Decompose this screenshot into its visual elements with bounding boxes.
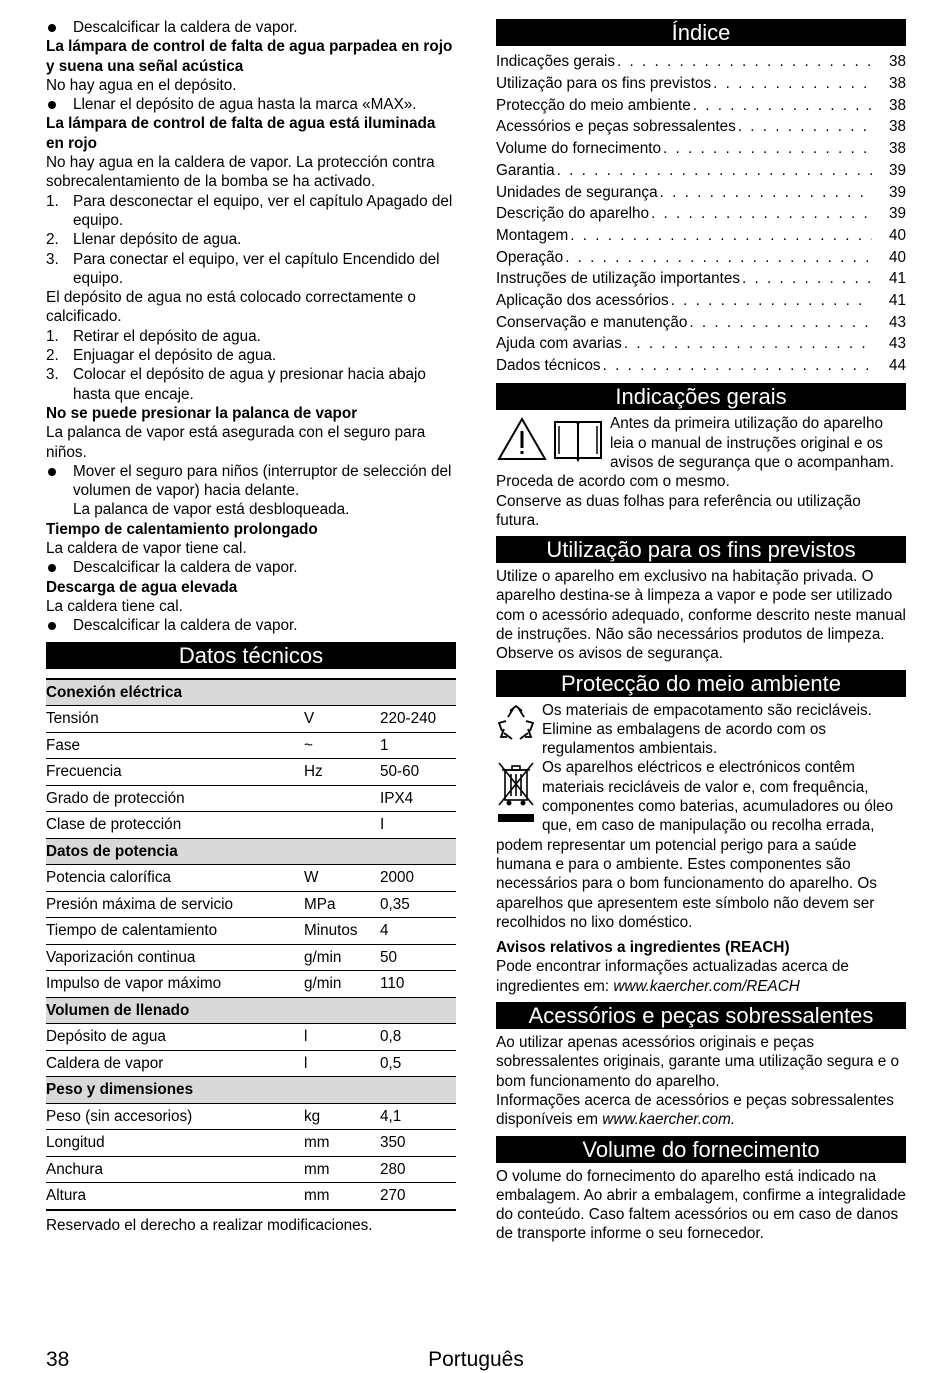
step-number: 1. [46,327,59,345]
subheading: Descarga de agua elevada [46,578,238,596]
step-item [46,192,456,231]
manual-book-icon [552,416,604,462]
toc-page-number: 39 [888,183,906,201]
toc-title: Acessórios e peças sobressalentes [496,118,736,136]
toc-page-number: 38 [888,96,906,114]
toc-entry[interactable] [496,137,906,159]
toc-entry[interactable] [496,180,906,202]
table-row [46,918,456,945]
spec-value: 350 [380,1130,456,1157]
toc-entry[interactable] [496,289,906,311]
toc-leader-dots [603,356,872,375]
spec-label: Impulso de vapor máximo [46,971,304,998]
spec-unit: l [304,1050,380,1077]
numbered-steps [46,327,456,404]
table-row [46,865,456,892]
section-heading-proteccao: Protecção do meio ambiente [496,670,906,697]
numbered-steps [46,192,456,288]
spec-unit: V [304,706,380,733]
paragraph: La caldera tiene cal. [46,597,183,615]
spec-label: Fase [46,732,304,759]
bullet-item: Descalcificar la caldera de vapor. [46,18,456,37]
paragraph: No hay agua en la caldera de vapor. La protección contra sobrecalentamiento de la bomba se ha activado. [46,154,435,191]
spec-unit [304,812,380,839]
toc-entry[interactable] [496,224,906,246]
spec-value: 50 [380,944,456,971]
bullet-item: Mover el seguro para niños (interruptor de selección del volumen de vapor) hacia delante. [46,462,456,501]
table-section-row [46,679,456,706]
page-number: 38 [46,1348,70,1371]
spec-label: Peso (sin accesorios) [46,1103,304,1130]
toc-page-number: 39 [888,161,906,179]
spec-unit: l [304,1024,380,1051]
table-row [46,1103,456,1130]
subheading: La lámpara de control de falta de agua está iluminada en rojo [46,115,436,152]
toc-entry[interactable] [496,310,906,332]
footer-language: Português [428,1348,524,1371]
reach-link[interactable]: www.kaercher.com/REACH [613,977,800,995]
toc-entry[interactable] [496,202,906,224]
spec-value: 0,5 [380,1050,456,1077]
paragraph: No hay agua en el depósito. [46,76,237,94]
section-label: Conexión eléctrica [46,679,456,706]
section-heading-indicacoes: Indicações gerais [496,383,906,410]
spec-unit: Hz [304,759,380,786]
spec-value: 1 [380,732,456,759]
subheading: La lámpara de control de falta de agua parpadea en rojo y suena una señal acústica [46,38,453,75]
crossed-bin-icon [496,760,536,831]
toc-leader-dots [689,313,872,332]
toc-leader-dots [624,334,872,353]
disclaimer: Reservado el derecho a realizar modificaciones. [46,1216,373,1234]
spec-label: Potencia calorífica [46,865,304,892]
toc-leader-dots [738,117,872,136]
step-number: 2. [46,347,59,365]
bullet-item: Descalcificar la caldera de vapor. [46,558,456,577]
tech-data-table [46,678,456,1211]
reach-text: Pode encontrar informações actualizadas acerca de ingredientes em: [496,958,849,995]
step-number: 1. [46,192,59,210]
spec-label: Grado de protección [46,785,304,812]
table-row [46,891,456,918]
table-row [46,812,456,839]
toc-page-number: 43 [888,335,906,353]
toc-page-number: 43 [888,313,906,331]
step-item [46,346,456,365]
section-label: Datos de potencia [46,838,456,865]
paragraph: La caldera de vapor tiene cal. [46,540,247,558]
spec-label: Tiempo de calentamiento [46,918,304,945]
spec-unit: ~ [304,732,380,759]
spec-value: 50-60 [380,759,456,786]
paragraph [496,1091,906,1130]
step-text: Retirar el depósito de agua. [73,327,261,345]
section-label: Volumen de llenado [46,997,456,1024]
toc-leader-dots [660,183,872,202]
toc-title: Protecção do meio ambiente [496,96,691,114]
spec-unit: mm [304,1130,380,1157]
paragraph: Ao utilizar apenas acessórios originais e peças sobressalentes originais, garante uma utilização segura e o bom funcionamento do aparelho. [496,1034,900,1090]
toc-title: Conservação e manutenção [496,313,688,331]
step-text: Para conectar el equipo, ver el capítulo Encendido del equipo. [73,250,440,287]
spec-unit: MPa [304,891,380,918]
table-row [46,706,456,733]
table-row [46,1130,456,1157]
table-row [46,1024,456,1051]
table-section-row [46,997,456,1024]
spec-label: Frecuencia [46,759,304,786]
table-section-row [46,838,456,865]
toc-title: Dados técnicos [496,357,601,375]
spec-label: Vaporización continua [46,944,304,971]
spec-unit: kg [304,1103,380,1130]
spec-value: 280 [380,1156,456,1183]
toc-title: Garantia [496,161,555,179]
section-heading-acessorios: Acessórios e peças sobressalentes [496,1002,906,1029]
paragraph [496,957,906,996]
toc-page-number: 38 [888,140,906,158]
toc-title: Indicações gerais [496,53,616,71]
warning-triangle-icon [496,416,548,462]
subheading: No se puede presionar la palanca de vapor [46,404,358,422]
toc-page-number: 38 [888,75,906,93]
section-heading-indice: Índice [496,19,906,46]
step-item [46,250,456,289]
toc-title: Montagem [496,226,569,244]
spec-value: 0,8 [380,1024,456,1051]
table-section-row [46,1077,456,1104]
table-row [46,971,456,998]
toc-leader-dots [671,291,872,310]
acessorios-text: Informações acerca de acessórios e peças sobressalentes disponíveis em [496,1091,894,1129]
spec-value: 2000 [380,865,456,892]
result-text: La palanca de vapor está desbloqueada. [73,501,350,519]
paragraph: Utilize o aparelho em exclusivo na habitação privada. O aparelho destina-se à limpeza a vapor e pode ser utilizado com o acessório adequado, conforme descrito neste manual de instruções. Não são necessários produtos de limpeza. Observe os avisos de segurança. [496,568,906,663]
paragraph: El depósito de agua no está colocado correctamente o calcificado. [46,289,416,326]
toc-leader-dots [557,161,872,180]
spec-value: 270 [380,1183,456,1210]
toc-page-number: 40 [888,248,906,266]
spec-value: 4 [380,918,456,945]
toc-title: Volume do fornecimento [496,140,661,158]
paragraph: O volume do fornecimento do aparelho está indicado na embalagem. Ao abrir a embalagem, confirme a integralidade do conteúdo. Caso faltem acessórios ou em caso de danos de transporte informe o seu fornecedor. [496,1167,906,1243]
spec-label: Anchura [46,1156,304,1183]
spec-unit [304,785,380,812]
section-heading-utilizacao: Utilização para os fins previstos [496,536,906,563]
toc-entry[interactable] [496,93,906,115]
paragraph: Os aparelhos eléctricos e electrónicos contêm materiais recicláveis de valor e, com frequência, componentes como baterias, acumuladores ou óleo que, em caso de manipulação ou recolha errada, podem representar um potencial perigo para a saúde humana e para o ambiente. Estes componentes são necessários para o bom funcionamento do aparelho. Os aparelhos que apresentem este símbolo não devem ser recolhidos no lixo doméstico. [496,759,894,931]
toc-title: Unidades de segurança [496,183,658,201]
toc-entry[interactable] [496,354,906,376]
toc-leader-dots [742,269,872,288]
spec-label: Altura [46,1183,304,1210]
toc-title: Operação [496,248,564,266]
table-of-contents [496,50,906,375]
toc-leader-dots [570,226,872,245]
step-item [46,327,456,346]
paragraph: Os materiais de empacotamento são recicláveis. Elimine as embalagens de acordo com os regulamentos ambientais. [542,701,872,758]
step-number: 2. [46,231,59,249]
spec-unit: W [304,865,380,892]
toc-leader-dots [663,139,872,158]
toc-title: Utilização para os fins previstos [496,75,712,93]
toc-entry[interactable] [496,332,906,354]
spec-value: 110 [380,971,456,998]
toc-title: Aplicação dos acessórios [496,291,669,309]
right-column [496,18,906,1244]
left-column [46,18,456,1235]
toc-page-number: 38 [888,53,906,71]
step-number: 3. [46,366,59,384]
subheading: Avisos relativos a ingredientes (REACH) [496,939,790,957]
bullet-item: Llenar el depósito de agua hasta la marca «MAX». [46,95,456,114]
recycling-icon [496,703,536,748]
spec-label: Presión máxima de servicio [46,891,304,918]
toc-page-number: 41 [888,291,906,309]
spec-unit: mm [304,1156,380,1183]
step-text: Enjuagar el depósito de agua. [73,347,277,365]
toc-leader-dots [617,52,872,71]
table-row [46,1050,456,1077]
toc-page-number: 39 [888,205,906,223]
spec-unit: g/min [304,971,380,998]
step-text: Para desconectar el equipo, ver el capítulo Apagado del equipo. [73,192,453,229]
toc-entry[interactable] [496,50,906,72]
toc-leader-dots [651,204,872,223]
toc-entry[interactable] [496,158,906,180]
section-heading-volume: Volume do fornecimento [496,1136,906,1163]
toc-title: Ajuda com avarias [496,335,622,353]
table-row [46,1183,456,1210]
section-label: Peso y dimensiones [46,1077,456,1104]
table-row [46,759,456,786]
spec-value: I [380,812,456,839]
spec-label: Caldera de vapor [46,1050,304,1077]
table-row [46,732,456,759]
step-item [46,230,456,249]
kaercher-link[interactable]: www.kaercher.com. [602,1111,736,1129]
table-row [46,785,456,812]
toc-leader-dots [693,96,872,115]
paragraph: Conserve as duas folhas para referência ou utilização futura. [496,492,861,529]
spec-value: 4,1 [380,1103,456,1130]
toc-title: Descrição do aparelho [496,205,650,223]
toc-title: Instruções de utilização importantes [496,270,741,288]
table-row [46,1156,456,1183]
step-text: Colocar el depósito de agua y presionar hacia abajo hasta que encaje. [73,366,426,403]
paragraph: Antes da primeira utilização do aparelho leia o manual de instruções original e os avisos de segurança que o acompanham. Proceda de acordo com o mesmo. [496,415,895,491]
toc-entry[interactable] [496,115,906,137]
toc-leader-dots [565,248,872,267]
toc-page-number: 40 [888,226,906,244]
toc-page-number: 38 [888,118,906,136]
subheading: Tiempo de calentamiento prolongado [46,520,318,538]
spec-unit: g/min [304,944,380,971]
spec-unit: Minutos [304,918,380,945]
bullet-item: Descalcificar la caldera de vapor. [46,616,456,635]
spec-label: Depósito de agua [46,1024,304,1051]
toc-entry[interactable] [496,267,906,289]
step-text: Llenar depósito de agua. [73,231,242,249]
step-item [46,365,456,404]
spec-label: Tensión [46,706,304,733]
spec-value: 220-240 [380,706,456,733]
paragraph: La palanca de vapor está asegurada con el seguro para niños. [46,424,426,461]
spec-unit: mm [304,1183,380,1210]
step-number: 3. [46,250,59,268]
toc-entry[interactable] [496,72,906,94]
toc-entry[interactable] [496,245,906,267]
toc-leader-dots [713,74,872,93]
table-row [46,944,456,971]
toc-page-number: 44 [888,357,906,375]
spec-value: 0,35 [380,891,456,918]
spec-value: IPX4 [380,785,456,812]
spec-label: Longitud [46,1130,304,1157]
warning-and-manual-icons [496,416,604,462]
section-heading-datos-tecnicos: Datos técnicos [46,642,456,669]
toc-page-number: 41 [888,270,906,288]
spec-label: Clase de protección [46,812,304,839]
